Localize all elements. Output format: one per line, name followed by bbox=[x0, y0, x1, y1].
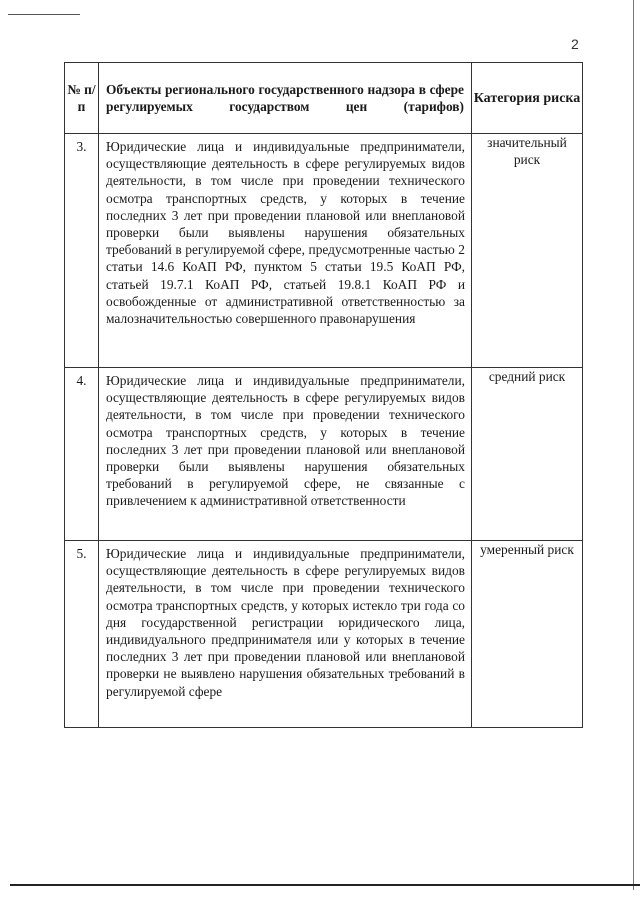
row-num: 5. bbox=[65, 541, 99, 728]
row-category: средний риск bbox=[472, 368, 583, 541]
row-object-text: Юридические лица и индивидуальные предприниматели, осуществляющие деятельность в сфере регулируемых видов деятельности, в том числе при проведении технического осмотра транспортных средств, у которых истекло три года со дня государственной регистрации юридического лица, индивидуального предпринимателя или у которых в течение последних 3 лет при проведении плановой или внеплановой проверки не выявлено нарушения обязательных требований в регулируемой сфере bbox=[106, 546, 465, 699]
row-object bbox=[99, 368, 472, 541]
header-category: Категория риска bbox=[472, 63, 583, 134]
table-header-row bbox=[65, 63, 583, 134]
scan-top-line bbox=[8, 14, 80, 15]
row-category: значительный риск bbox=[472, 134, 583, 368]
row-num: 4. bbox=[65, 368, 99, 541]
row-object-text: Юридические лица и индивидуальные предприниматели, осуществляющие деятельность в сфере регулируемых видов деятельности, в том числе при проведении технического осмотра транспортных средств, у которых в течение последних 3 лет при проведении плановой или внеплановой проверки были выявлены нарушения обязательных требований в регулируемой сфере, не связанные с привлечением к административной ответственности bbox=[106, 373, 465, 509]
table-row bbox=[65, 541, 583, 728]
row-object-text: Юридические лица и индивидуальные предприниматели, осуществляющие деятельность в сфере регулируемых видов деятельности, в том числе при проведении технического осмотра транспортных средств, у которых в течение последних 3 лет при проведении плановой или внеплановой проверки были выявлены нарушения обязательных требований в регулируемой сфере, предусмотренные частью 2 статьи 14.6 КоАП РФ, пунктом 5 статьи 19.5 КоАП РФ, статьей 19.7.1 КоАП РФ, статьей 19.8.1 КоАП РФ и освобожденные от административной ответственностью за малозначительностью совершенного правонарушения bbox=[106, 139, 465, 327]
table-row bbox=[65, 368, 583, 541]
row-object bbox=[99, 134, 472, 368]
header-num: № п/п bbox=[65, 63, 99, 134]
row-num: 3. bbox=[65, 134, 99, 368]
scan-right-edge bbox=[633, 0, 634, 890]
table-row bbox=[65, 134, 583, 368]
scan-bottom-rule bbox=[10, 884, 640, 886]
row-category: умеренный риск bbox=[472, 541, 583, 728]
page-number: 2 bbox=[571, 36, 579, 52]
row-object bbox=[99, 541, 472, 728]
risk-category-table bbox=[64, 62, 583, 728]
header-object: Объекты регионального государственного надзора в сфере регулируемых государством цен (тарифов) bbox=[99, 63, 472, 134]
